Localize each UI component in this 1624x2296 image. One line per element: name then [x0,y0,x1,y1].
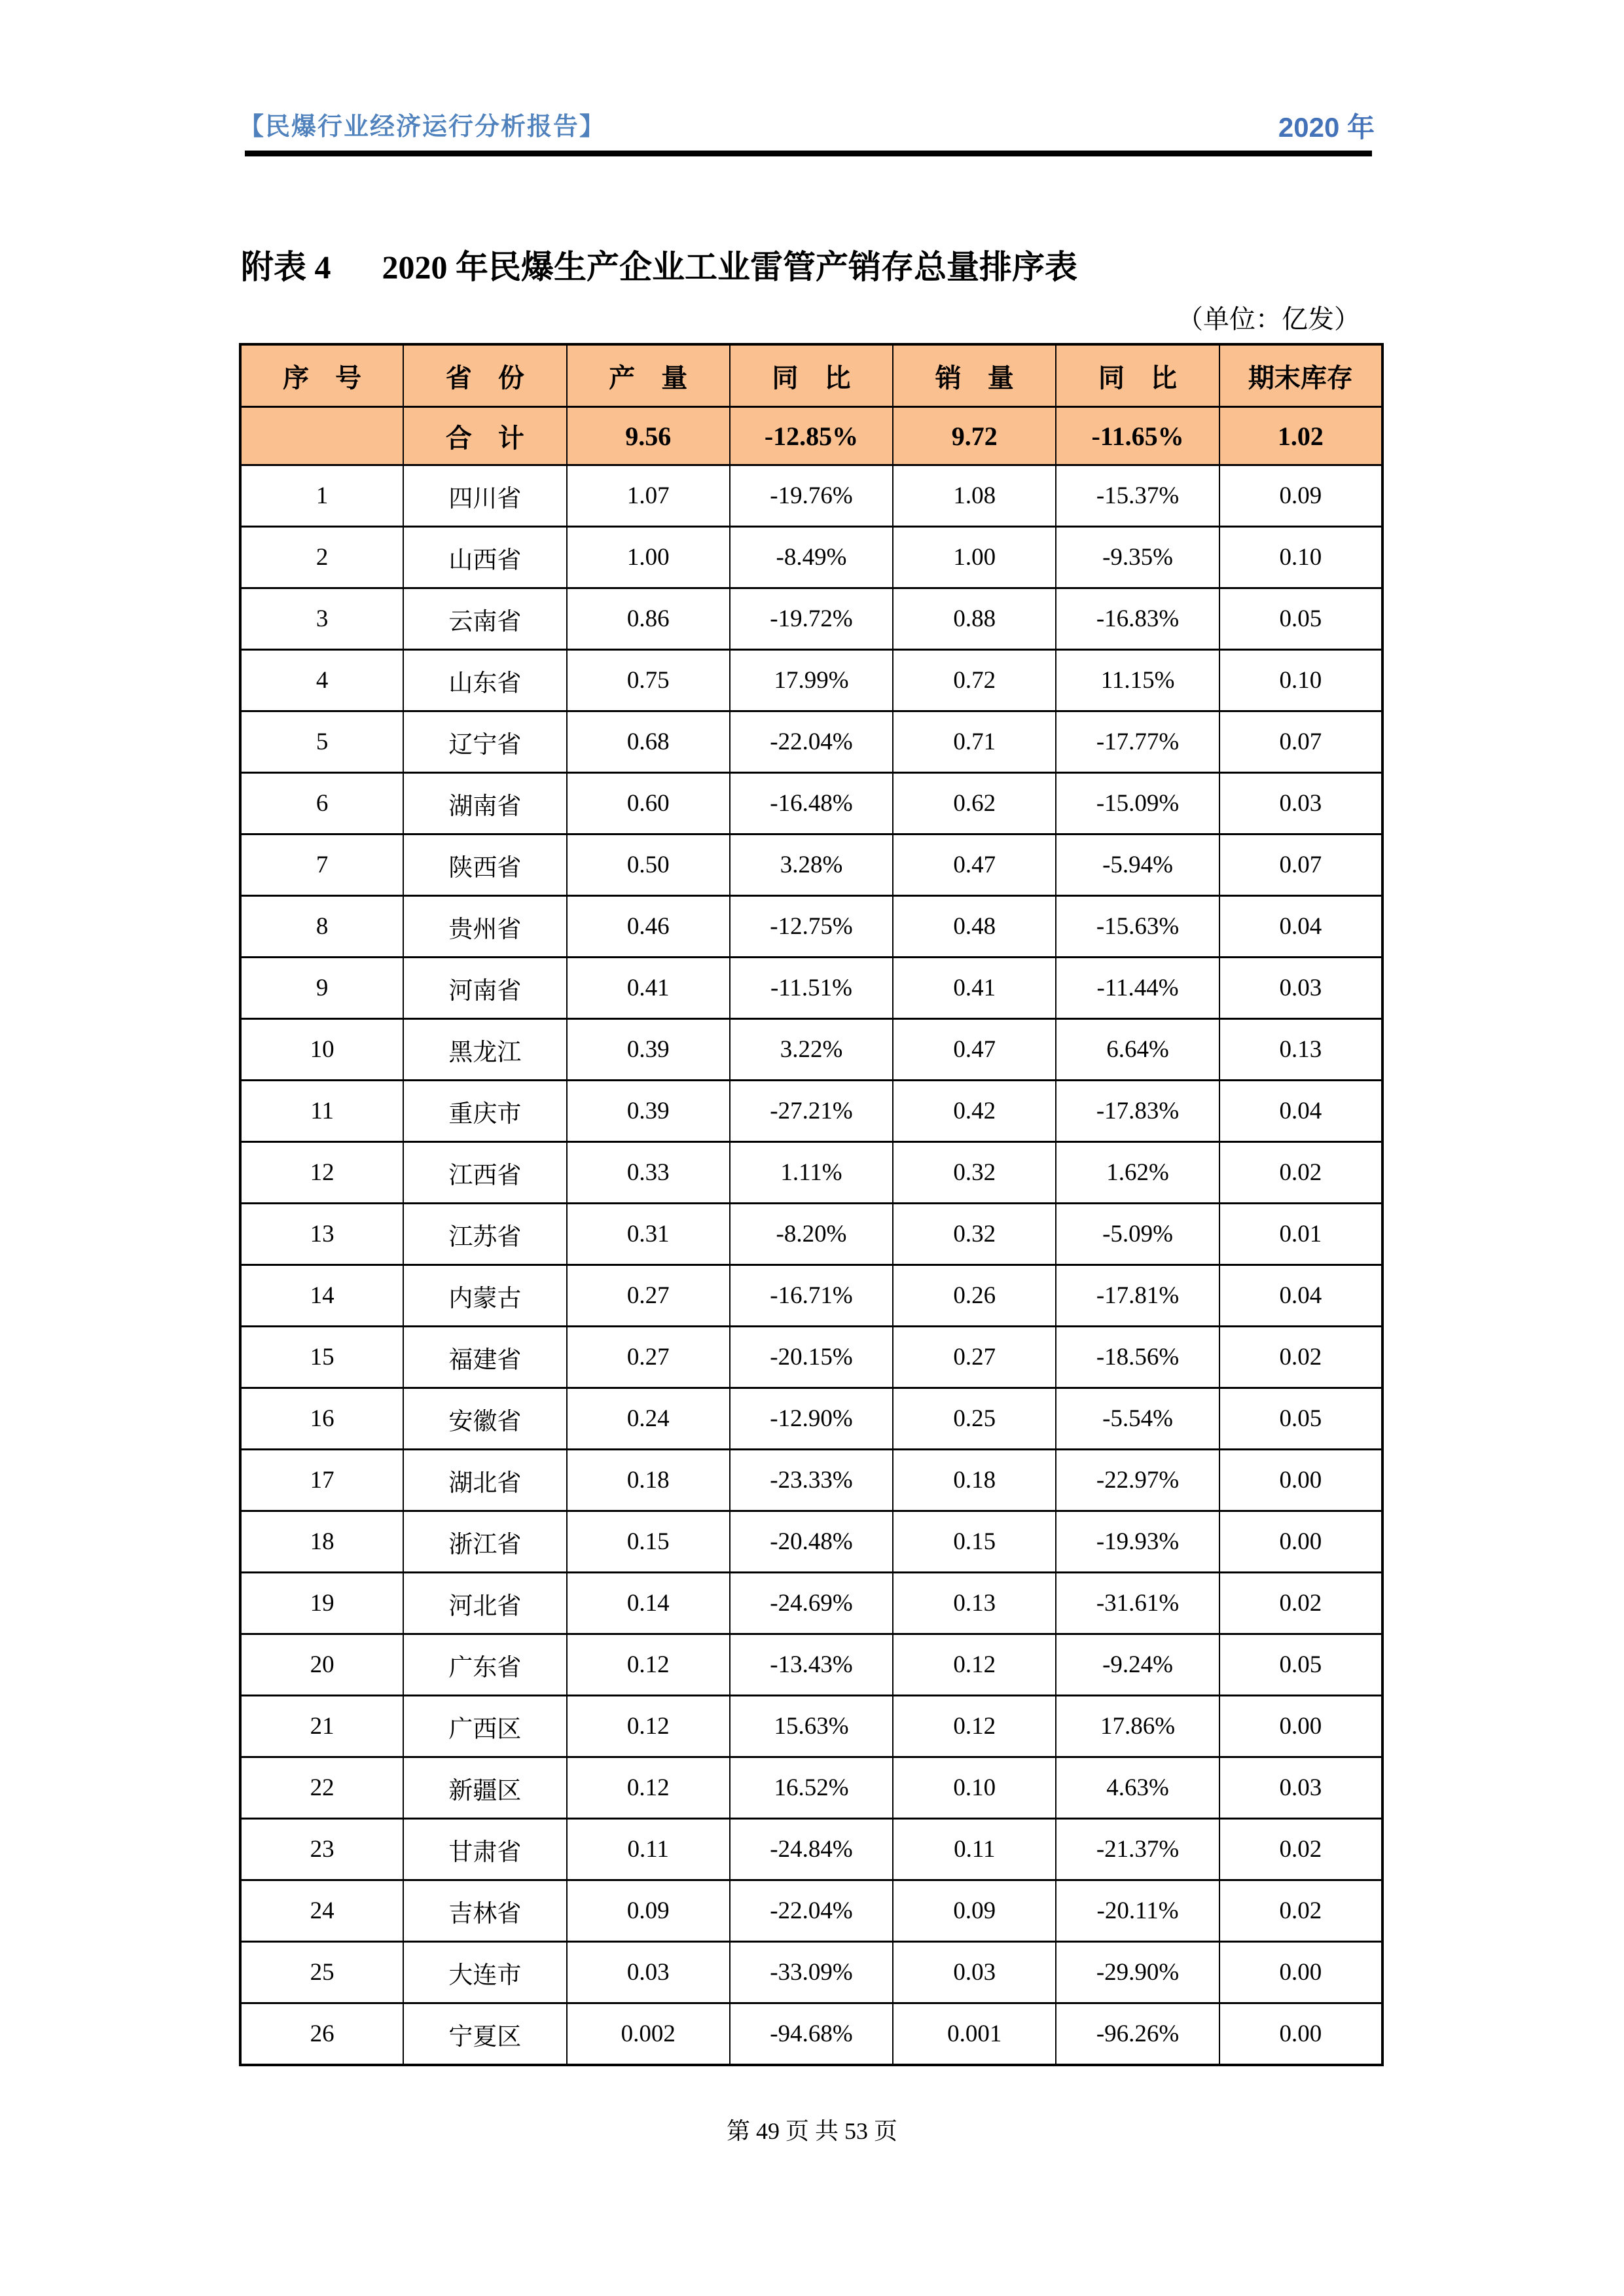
table-row [240,2003,1382,2066]
table-cell: -16.48% [730,773,893,834]
table-cell: 1.00 [893,527,1056,588]
table-cell: -12.90% [730,1388,893,1450]
table-cell: 0.02 [1219,1819,1382,1880]
column-header: 销 量 [893,344,1056,407]
column-header: 省 份 [403,344,566,407]
table-cell: 1.07 [567,465,730,527]
table-cell: 10 [240,1019,403,1081]
table-cell: -19.76% [730,465,893,527]
table-row [240,958,1382,1019]
table-cell: 山西省 [403,527,566,588]
table-cell: 11 [240,1081,403,1142]
table-cell: 0.02 [1219,1327,1382,1388]
table-cell: -22.04% [730,711,893,773]
column-header: 序 号 [240,344,403,407]
table-cell: 1.08 [893,465,1056,527]
table-cell: -96.26% [1056,2003,1219,2066]
table-cell: 0.14 [567,1573,730,1634]
table-cell: 贵州省 [403,896,566,958]
table-cell: 辽宁省 [403,711,566,773]
table-cell: 0.62 [893,773,1056,834]
table-cell: -31.61% [1056,1573,1219,1634]
table-cell: 3.22% [730,1019,893,1081]
table-cell: 21 [240,1696,403,1757]
table-cell: 0.72 [893,650,1056,711]
table-cell: 0.01 [1219,1204,1382,1265]
header-divider-rule [245,151,1372,156]
table-cell: 0.41 [567,958,730,1019]
table-cell: 0.71 [893,711,1056,773]
table-cell: -8.49% [730,527,893,588]
table-cell: -27.21% [730,1081,893,1142]
column-header: 同 比 [730,344,893,407]
table-cell: 0.05 [1219,588,1382,650]
table-cell: 0.03 [1219,958,1382,1019]
table-cell: -17.81% [1056,1265,1219,1327]
page-number: 第 49 页 共 53 页 [726,2118,897,2144]
table-row [240,834,1382,896]
table-cell: 0.12 [567,1696,730,1757]
table-cell: 江西省 [403,1142,566,1204]
table-row [240,1696,1382,1757]
table-cell: 15.63% [730,1696,893,1757]
table-row [240,1388,1382,1450]
total-cell: 9.72 [893,407,1056,465]
table-cell: 1 [240,465,403,527]
table-cell: 河南省 [403,958,566,1019]
column-header: 产 量 [567,344,730,407]
table-cell: 0.18 [567,1450,730,1511]
table-cell: 11.15% [1056,650,1219,711]
table-cell: 0.03 [1219,1757,1382,1819]
total-cell [240,407,403,465]
table-cell: 1.00 [567,527,730,588]
table-cell: -24.84% [730,1819,893,1880]
table-cell: 26 [240,2003,403,2066]
total-cell: 1.02 [1219,407,1382,465]
running-header-title: 【民爆行业经济运行分析报告】 [239,113,606,141]
table-cell: 宁夏区 [403,2003,566,2066]
table-cell: 0.10 [893,1757,1056,1819]
table-cell: 浙江省 [403,1511,566,1573]
table-cell: 24 [240,1880,403,1942]
table-cell: 湖南省 [403,773,566,834]
attachment-label: 附表 4 [241,249,331,285]
table-cell: 7 [240,834,403,896]
table-cell: 0.13 [893,1573,1056,1634]
table-row [240,1942,1382,2003]
table-cell: 0.00 [1219,1942,1382,2003]
table-cell: 15 [240,1327,403,1388]
table-cell: 广东省 [403,1634,566,1696]
running-header-year: 2020 年 [1278,112,1375,143]
table-row [240,1019,1382,1081]
table-cell: 0.46 [567,896,730,958]
table-row [240,711,1382,773]
table-cell: 0.47 [893,1019,1056,1081]
table-cell: -24.69% [730,1573,893,1634]
table-row [240,1327,1382,1388]
table-cell: 0.05 [1219,1388,1382,1450]
table-cell: 0.48 [893,896,1056,958]
table-cell: 0.07 [1219,834,1382,896]
table-cell: 5 [240,711,403,773]
table-cell: -18.56% [1056,1327,1219,1388]
table-cell: 1.11% [730,1142,893,1204]
table-cell: 0.03 [893,1942,1056,2003]
table-cell: -20.15% [730,1327,893,1388]
table-cell: -9.24% [1056,1634,1219,1696]
table-cell: 0.27 [567,1265,730,1327]
table-cell: 8 [240,896,403,958]
table-cell: 0.42 [893,1081,1056,1142]
table-header-row [240,344,1382,407]
total-cell: 合 计 [403,407,566,465]
table-cell: 0.86 [567,588,730,650]
table-cell: 0.25 [893,1388,1056,1450]
table-cell: 0.60 [567,773,730,834]
table-row [240,896,1382,958]
table-row [240,1265,1382,1327]
table-cell: 陕西省 [403,834,566,896]
table-caption [241,241,1386,288]
table-cell: 3 [240,588,403,650]
table-cell: -11.51% [730,958,893,1019]
column-header: 期末库存 [1219,344,1382,407]
table-cell: 内蒙古 [403,1265,566,1327]
table-cell: 0.50 [567,834,730,896]
table-cell: 0.02 [1219,1880,1382,1942]
table-row [240,1757,1382,1819]
table-cell: 12 [240,1142,403,1204]
table-cell: 20 [240,1634,403,1696]
table-cell: 四川省 [403,465,566,527]
table-cell: 0.10 [1219,650,1382,711]
table-row [240,1081,1382,1142]
table-cell: 0.18 [893,1450,1056,1511]
table-cell: 山东省 [403,650,566,711]
table-cell: 大连市 [403,1942,566,2003]
table-cell: 河北省 [403,1573,566,1634]
table-cell: 22 [240,1757,403,1819]
total-cell: -11.65% [1056,407,1219,465]
table-row [240,1819,1382,1880]
table-row [240,1204,1382,1265]
total-row [240,407,1382,465]
table-row [240,1511,1382,1573]
table-cell: 0.12 [893,1634,1056,1696]
table-cell: -21.37% [1056,1819,1219,1880]
table-cell: 云南省 [403,588,566,650]
table-cell: 0.33 [567,1142,730,1204]
table-cell: -23.33% [730,1450,893,1511]
table-row [240,773,1382,834]
table-cell: 0.32 [893,1142,1056,1204]
table-cell: -13.43% [730,1634,893,1696]
table-cell: 13 [240,1204,403,1265]
table-cell: 16 [240,1388,403,1450]
table-cell: -12.75% [730,896,893,958]
table-cell: 0.41 [893,958,1056,1019]
table-row [240,588,1382,650]
table-cell: 0.00 [1219,1696,1382,1757]
table-cell: 0.00 [1219,2003,1382,2066]
table-cell: -15.09% [1056,773,1219,834]
table-cell: 3.28% [730,834,893,896]
table-cell: -17.83% [1056,1081,1219,1142]
table-cell: 重庆市 [403,1081,566,1142]
table-cell: 17.86% [1056,1696,1219,1757]
table-body [240,407,1382,2066]
table-cell: -8.20% [730,1204,893,1265]
table-cell: 19 [240,1573,403,1634]
table-cell: 江苏省 [403,1204,566,1265]
table-cell: -17.77% [1056,711,1219,773]
table-cell: -19.93% [1056,1511,1219,1573]
table-cell: 18 [240,1511,403,1573]
table-cell: 0.00 [1219,1511,1382,1573]
table-cell: 23 [240,1819,403,1880]
table-cell: 0.12 [567,1634,730,1696]
ranking-table [239,343,1384,2066]
table-cell: 0.10 [1219,527,1382,588]
table-row [240,650,1382,711]
table-cell: 0.09 [893,1880,1056,1942]
table-cell: -22.97% [1056,1450,1219,1511]
table-cell: -20.48% [730,1511,893,1573]
table-cell: -5.94% [1056,834,1219,896]
table-cell: 0.05 [1219,1634,1382,1696]
table-cell: 0.02 [1219,1142,1382,1204]
total-cell: -12.85% [730,407,893,465]
table-cell: 0.09 [1219,465,1382,527]
table-cell: 16.52% [730,1757,893,1819]
table-cell: -16.83% [1056,588,1219,650]
table-cell: 0.68 [567,711,730,773]
table-cell: -9.35% [1056,527,1219,588]
table-cell: 湖北省 [403,1450,566,1511]
table-cell: 0.88 [893,588,1056,650]
table-cell: -11.44% [1056,958,1219,1019]
table-cell: 0.26 [893,1265,1056,1327]
total-cell: 9.56 [567,407,730,465]
table-row [240,1142,1382,1204]
column-header: 同 比 [1056,344,1219,407]
table-cell: 广西区 [403,1696,566,1757]
table-cell: 0.11 [567,1819,730,1880]
table-cell: 0.03 [1219,773,1382,834]
table-cell: 福建省 [403,1327,566,1388]
table-cell: 安徽省 [403,1388,566,1450]
table-cell: 甘肃省 [403,1819,566,1880]
table-cell: 6.64% [1056,1019,1219,1081]
table-row [240,1634,1382,1696]
table-cell: 0.47 [893,834,1056,896]
table-cell: -33.09% [730,1942,893,2003]
table-cell: 0.00 [1219,1450,1382,1511]
table-cell: 0.02 [1219,1573,1382,1634]
table-row [240,1880,1382,1942]
table-cell: 14 [240,1265,403,1327]
table-row [240,1573,1382,1634]
table-cell: 0.27 [893,1327,1056,1388]
table-cell: -5.54% [1056,1388,1219,1450]
table-cell: 4 [240,650,403,711]
table-cell: 0.39 [567,1019,730,1081]
table-cell: 0.75 [567,650,730,711]
table-cell: 0.31 [567,1204,730,1265]
table-cell: 0.27 [567,1327,730,1388]
table-cell: 1.62% [1056,1142,1219,1204]
table-cell: 0.11 [893,1819,1056,1880]
table-cell: -94.68% [730,2003,893,2066]
document-title: 2020 年民爆生产企业工业雷管产销存总量排序表 [382,249,1077,285]
table-head [240,344,1382,407]
table-cell: 吉林省 [403,1880,566,1942]
table-cell: 0.15 [567,1511,730,1573]
table-cell: -15.37% [1056,465,1219,527]
table-cell: 9 [240,958,403,1019]
table-cell: 0.13 [1219,1019,1382,1081]
table-cell: 黑龙江 [403,1019,566,1081]
table-cell: 17 [240,1450,403,1511]
table-cell: 0.39 [567,1081,730,1142]
table-cell: 0.12 [893,1696,1056,1757]
table-cell: 0.32 [893,1204,1056,1265]
table-cell: 0.03 [567,1942,730,2003]
table-cell: 6 [240,773,403,834]
table-cell: 0.07 [1219,711,1382,773]
table-cell: 0.04 [1219,1081,1382,1142]
table-row [240,465,1382,527]
table-cell: -20.11% [1056,1880,1219,1942]
table-cell: 0.15 [893,1511,1056,1573]
table-cell: 17.99% [730,650,893,711]
table-cell: 新疆区 [403,1757,566,1819]
table-cell: -15.63% [1056,896,1219,958]
unit-note: （单位：亿发） [1177,304,1360,334]
table-cell: 0.12 [567,1757,730,1819]
table-cell: -16.71% [730,1265,893,1327]
table-cell: 0.24 [567,1388,730,1450]
table-cell: -5.09% [1056,1204,1219,1265]
table-cell: -19.72% [730,588,893,650]
table-cell: 0.04 [1219,1265,1382,1327]
table-cell: 0.04 [1219,896,1382,958]
table-cell: 0.002 [567,2003,730,2066]
table-cell: 4.63% [1056,1757,1219,1819]
table-cell: -22.04% [730,1880,893,1942]
table-row [240,1450,1382,1511]
table-cell: 2 [240,527,403,588]
table-cell: 25 [240,1942,403,2003]
table-row [240,527,1382,588]
table-cell: -29.90% [1056,1942,1219,2003]
table-cell: 0.09 [567,1880,730,1942]
table-cell: 0.001 [893,2003,1056,2066]
